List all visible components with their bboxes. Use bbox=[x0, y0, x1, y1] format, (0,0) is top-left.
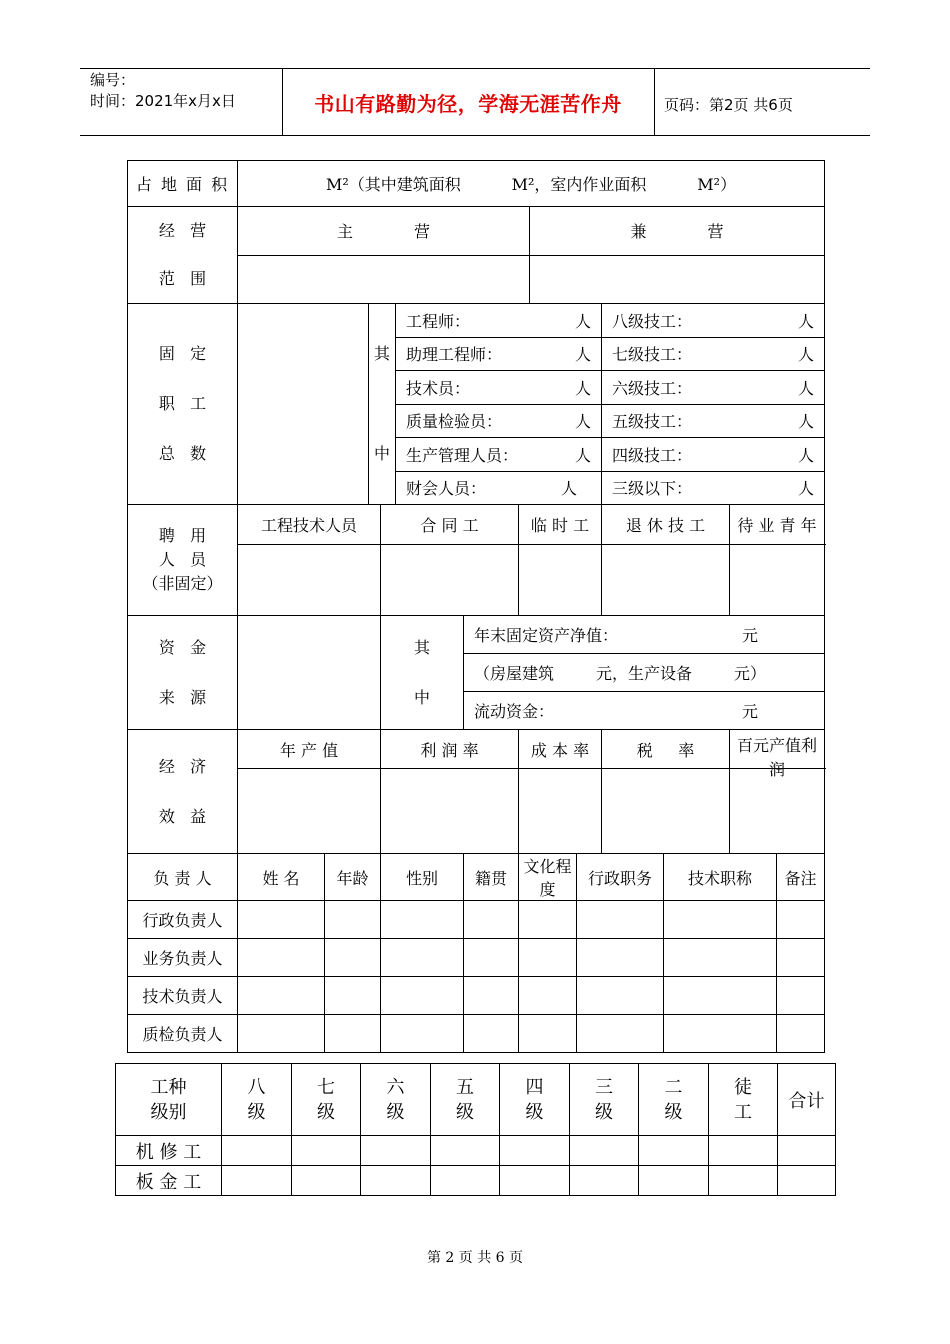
fixed-assets-label: 年末固定资产净值： bbox=[474, 626, 619, 645]
staff-unit: 人 bbox=[798, 311, 815, 331]
economic-col-output: 年 产 值 bbox=[238, 730, 381, 769]
grade-header bbox=[639, 1064, 709, 1136]
staff-left-row[interactable] bbox=[396, 438, 602, 472]
leader-cell[interactable] bbox=[664, 939, 777, 977]
hired-label-line3: （非固定） bbox=[142, 574, 223, 593]
grade-header-char: 工 bbox=[734, 1101, 752, 1123]
economic-field-profit-rate[interactable] bbox=[381, 769, 519, 854]
economic-label bbox=[128, 730, 238, 854]
hired-field-engineering[interactable] bbox=[238, 545, 381, 616]
hired-label-line2: 人 员 bbox=[158, 550, 207, 569]
grade-header-char: 徒 bbox=[734, 1076, 752, 1098]
header-top-rule bbox=[80, 68, 870, 69]
leader-row-label: 行政负责人 bbox=[128, 901, 238, 939]
asset-building-label: （房屋建筑 bbox=[474, 664, 555, 683]
leaders-col-education: 文化程度 bbox=[519, 854, 577, 901]
fixed-staff-label-line2: 职 工 bbox=[158, 394, 207, 413]
leader-cell[interactable] bbox=[519, 901, 577, 939]
leader-cell[interactable] bbox=[519, 977, 577, 1015]
staff-right-row[interactable] bbox=[602, 304, 825, 338]
side-business-header: 兼 营 bbox=[530, 207, 825, 256]
land-area-value[interactable]: M²（其中建筑面积 M²，室内作业面积 M²） bbox=[238, 161, 825, 207]
grade-cell[interactable] bbox=[639, 1166, 709, 1196]
header-bottom-rule bbox=[80, 135, 870, 136]
leaders-col-age: 年龄 bbox=[325, 854, 381, 901]
staff-right-row[interactable] bbox=[602, 471, 825, 505]
funds-label-line1: 资 金 bbox=[158, 637, 207, 657]
staff-unit: 人 bbox=[798, 412, 815, 432]
staff-left-row[interactable] bbox=[396, 471, 602, 505]
economic-field-cost-rate[interactable] bbox=[519, 769, 602, 854]
leader-row-label: 技术负责人 bbox=[128, 977, 238, 1015]
staff-unit: 人 bbox=[574, 412, 591, 432]
grade-cell[interactable] bbox=[500, 1166, 570, 1196]
staff-right-label: 四级技工： bbox=[612, 445, 693, 465]
leader-cell[interactable] bbox=[238, 939, 325, 977]
grade-cell[interactable] bbox=[709, 1166, 778, 1196]
funds-label bbox=[128, 616, 238, 730]
leader-cell[interactable] bbox=[577, 977, 664, 1015]
header-divider-right bbox=[654, 68, 655, 136]
business-scope-label-line2: 范 围 bbox=[158, 269, 207, 288]
staff-right-label: 七级技工： bbox=[612, 345, 693, 365]
staff-right-row[interactable] bbox=[602, 438, 825, 472]
hired-field-youth[interactable] bbox=[730, 545, 825, 616]
header-meta bbox=[90, 70, 236, 112]
leader-cell[interactable] bbox=[519, 939, 577, 977]
funds-among-1: 其 bbox=[413, 637, 430, 657]
grade-cell[interactable] bbox=[709, 1136, 778, 1166]
grade-header-char: 级 bbox=[456, 1101, 474, 1123]
header-motto: 书山有路勤为径，学海无涯苦作舟 bbox=[314, 92, 622, 116]
asset-equipment-label: 元，生产设备 bbox=[596, 664, 693, 683]
fixed-staff-label bbox=[128, 304, 238, 505]
staff-unit: 人 bbox=[798, 345, 815, 365]
grade-total-header: 合计 bbox=[778, 1064, 836, 1136]
staff-unit: 人 bbox=[574, 378, 591, 398]
leader-cell[interactable] bbox=[664, 977, 777, 1015]
working-capital-unit: 元 bbox=[742, 702, 759, 721]
grade-row-label: 机 修 工 bbox=[116, 1136, 222, 1166]
fixed-staff-label-line3: 总 数 bbox=[158, 444, 207, 463]
staff-unit: 人 bbox=[798, 479, 815, 499]
business-scope-label-line1: 经 营 bbox=[158, 221, 207, 240]
staff-unit: 人 bbox=[574, 311, 591, 331]
leader-cell[interactable] bbox=[381, 901, 464, 939]
grade-cell[interactable] bbox=[639, 1136, 709, 1166]
staff-left-row[interactable] bbox=[396, 371, 602, 405]
leader-row-label: 业务负责人 bbox=[128, 939, 238, 977]
working-capital-label: 流动资金： bbox=[474, 702, 555, 721]
leader-cell[interactable] bbox=[464, 977, 519, 1015]
staff-left-label: 质量检验员： bbox=[406, 412, 503, 432]
leader-cell[interactable] bbox=[464, 901, 519, 939]
economic-col-tax-rate: 税 率 bbox=[602, 730, 730, 769]
leader-cell[interactable] bbox=[238, 901, 325, 939]
header-number: 编号： bbox=[90, 71, 136, 89]
leader-cell[interactable] bbox=[464, 939, 519, 977]
leader-cell[interactable] bbox=[325, 977, 381, 1015]
leaders-col-gender: 性别 bbox=[381, 854, 464, 901]
hired-col-contract: 合 同 工 bbox=[381, 505, 519, 545]
grade-header-char: 八 bbox=[247, 1076, 266, 1098]
economic-col-cost-rate: 成 本 率 bbox=[519, 730, 602, 769]
header-page-number: 页码：第2页 共6页 bbox=[664, 96, 793, 114]
grade-header-char: 级 bbox=[525, 1101, 544, 1123]
grade-header bbox=[570, 1064, 639, 1136]
grade-header-char: 级 bbox=[664, 1101, 683, 1123]
grade-header-char: 三 bbox=[595, 1076, 613, 1098]
leader-cell[interactable] bbox=[577, 901, 664, 939]
grade-cell[interactable] bbox=[292, 1166, 361, 1196]
staff-unit: 人 bbox=[560, 479, 577, 499]
leader-cell[interactable] bbox=[325, 939, 381, 977]
hired-field-temporary[interactable] bbox=[519, 545, 602, 616]
grade-header-char: 七 bbox=[317, 1076, 335, 1098]
staff-among-1: 其 bbox=[373, 344, 390, 363]
staff-unit: 人 bbox=[798, 445, 815, 465]
grade-header-char: 级 bbox=[386, 1101, 405, 1123]
grade-header-char: 六 bbox=[386, 1076, 405, 1098]
grade-cell[interactable] bbox=[292, 1136, 361, 1166]
grade-header-char: 级 bbox=[595, 1101, 613, 1123]
staff-right-row[interactable] bbox=[602, 337, 825, 371]
leader-cell[interactable] bbox=[577, 939, 664, 977]
leader-cell[interactable] bbox=[777, 939, 825, 977]
fixed-staff-total-field[interactable] bbox=[238, 304, 369, 505]
staff-left-label: 工程师： bbox=[406, 311, 471, 331]
leader-row-label: 质检负责人 bbox=[128, 1015, 238, 1053]
grade-cell[interactable] bbox=[570, 1136, 639, 1166]
grade-cell[interactable] bbox=[431, 1136, 500, 1166]
business-scope-label bbox=[128, 207, 238, 304]
funds-total-field[interactable] bbox=[238, 616, 381, 730]
economic-field-output[interactable] bbox=[238, 769, 381, 854]
staff-left-row[interactable] bbox=[396, 404, 602, 438]
asset-breakdown-unit: 元） bbox=[734, 664, 767, 683]
grade-cell[interactable] bbox=[222, 1166, 292, 1196]
hired-col-retired: 退 休 技 工 bbox=[602, 505, 730, 545]
economic-col-profit-per-100-text: 百元产值利润 bbox=[737, 736, 818, 779]
funds-among-label bbox=[381, 616, 464, 730]
leader-cell[interactable] bbox=[238, 977, 325, 1015]
grade-header bbox=[222, 1064, 292, 1136]
grade-cell[interactable] bbox=[570, 1166, 639, 1196]
main-business-field[interactable] bbox=[238, 255, 530, 304]
grade-corner-line2: 级别 bbox=[150, 1101, 187, 1123]
staff-among-label bbox=[369, 304, 396, 505]
grade-header bbox=[500, 1064, 570, 1136]
staff-left-label: 生产管理人员： bbox=[406, 445, 519, 465]
economic-col-profit-rate: 利 润 率 bbox=[381, 730, 519, 769]
economic-label-line1: 经 济 bbox=[158, 756, 207, 776]
staff-left-label: 财会人员： bbox=[406, 479, 487, 499]
page-footer: 第 2 页 共 6 页 bbox=[426, 1250, 524, 1266]
main-business-header: 主 营 bbox=[238, 207, 530, 256]
grade-cell[interactable] bbox=[361, 1136, 431, 1166]
leader-cell[interactable] bbox=[519, 1015, 577, 1053]
hired-field-contract[interactable] bbox=[381, 545, 519, 616]
header-time: 时间：2021年x月x日 bbox=[90, 92, 236, 110]
leaders-col-hometown: 籍贯 bbox=[464, 854, 519, 901]
hired-col-engineering: 工程技术人员 bbox=[238, 505, 381, 545]
staff-unit: 人 bbox=[798, 378, 815, 398]
grade-cell[interactable] bbox=[500, 1136, 570, 1166]
leader-cell[interactable] bbox=[777, 901, 825, 939]
grade-cell[interactable] bbox=[778, 1136, 836, 1166]
leader-cell[interactable] bbox=[238, 1015, 325, 1053]
fixed-staff-label-line1: 固 定 bbox=[158, 344, 207, 363]
funds-label-line2: 来 源 bbox=[158, 687, 207, 707]
fixed-assets-row[interactable] bbox=[464, 616, 825, 654]
leaders-col-notes: 备注 bbox=[777, 854, 825, 901]
enterprise-info-table bbox=[127, 160, 825, 1053]
leaders-col-role: 负 责 人 bbox=[128, 854, 238, 901]
staff-left-row[interactable] bbox=[396, 337, 602, 371]
economic-col-profit-per-100 bbox=[730, 730, 825, 779]
hired-col-temporary: 临 时 工 bbox=[519, 505, 602, 545]
land-area-label: 占 地 面 积 bbox=[128, 161, 238, 207]
staff-right-label: 六级技工： bbox=[612, 378, 693, 398]
grade-header-char: 级 bbox=[247, 1101, 266, 1123]
staff-right-label: 八级技工： bbox=[612, 311, 693, 331]
grade-header-char: 级 bbox=[317, 1101, 335, 1123]
grade-corner-line1: 工种 bbox=[150, 1076, 187, 1098]
grade-cell[interactable] bbox=[361, 1166, 431, 1196]
leaders-col-name: 姓 名 bbox=[238, 854, 325, 901]
staff-left-label: 助理工程师： bbox=[406, 345, 503, 365]
hired-label-line1: 聘 用 bbox=[158, 526, 207, 545]
worker-grade-table bbox=[115, 1063, 836, 1196]
side-business-field[interactable] bbox=[530, 255, 825, 304]
economic-label-line2: 效 益 bbox=[158, 806, 207, 826]
leader-cell[interactable] bbox=[325, 1015, 381, 1053]
grade-header bbox=[709, 1064, 778, 1136]
leader-cell[interactable] bbox=[381, 1015, 464, 1053]
leaders-col-admin-title: 行政职务 bbox=[577, 854, 664, 901]
grade-header-char: 二 bbox=[664, 1076, 683, 1098]
leader-cell[interactable] bbox=[577, 1015, 664, 1053]
leader-cell[interactable] bbox=[381, 977, 464, 1015]
working-capital-row[interactable] bbox=[464, 692, 825, 730]
grade-header bbox=[292, 1064, 361, 1136]
leader-cell[interactable] bbox=[381, 939, 464, 977]
asset-breakdown-row[interactable] bbox=[464, 654, 825, 692]
leader-cell[interactable] bbox=[664, 901, 777, 939]
hired-field-retired[interactable] bbox=[602, 545, 730, 616]
leader-cell[interactable] bbox=[464, 1015, 519, 1053]
grade-header bbox=[361, 1064, 431, 1136]
grade-cell[interactable] bbox=[222, 1136, 292, 1166]
funds-among-2: 中 bbox=[413, 687, 430, 707]
staff-unit: 人 bbox=[574, 445, 591, 465]
grade-row-label: 板 金 工 bbox=[116, 1166, 222, 1196]
leaders-col-tech-title: 技术职称 bbox=[664, 854, 777, 901]
grade-header-char: 四 bbox=[525, 1076, 544, 1098]
staff-left-label: 技术员： bbox=[406, 378, 471, 398]
leader-cell[interactable] bbox=[777, 1015, 825, 1053]
hired-staff-label bbox=[128, 505, 238, 616]
staff-right-row[interactable] bbox=[602, 371, 825, 405]
leader-cell[interactable] bbox=[664, 1015, 777, 1053]
staff-unit: 人 bbox=[574, 345, 591, 365]
staff-right-label: 三级以下： bbox=[612, 479, 693, 499]
economic-field-tax-rate[interactable] bbox=[602, 769, 730, 854]
staff-right-label: 五级技工： bbox=[612, 412, 693, 432]
grade-cell[interactable] bbox=[431, 1166, 500, 1196]
staff-among-2: 中 bbox=[373, 444, 390, 463]
leader-cell[interactable] bbox=[325, 901, 381, 939]
staff-left-row[interactable] bbox=[396, 304, 602, 338]
grade-corner-cell bbox=[116, 1064, 222, 1136]
hired-col-youth: 待 业 青 年 bbox=[730, 505, 825, 545]
grade-cell[interactable] bbox=[778, 1166, 836, 1196]
staff-right-row[interactable] bbox=[602, 404, 825, 438]
fixed-assets-unit: 元 bbox=[742, 626, 759, 645]
grade-header-char: 五 bbox=[456, 1076, 474, 1098]
leader-cell[interactable] bbox=[777, 977, 825, 1015]
grade-header bbox=[431, 1064, 500, 1136]
